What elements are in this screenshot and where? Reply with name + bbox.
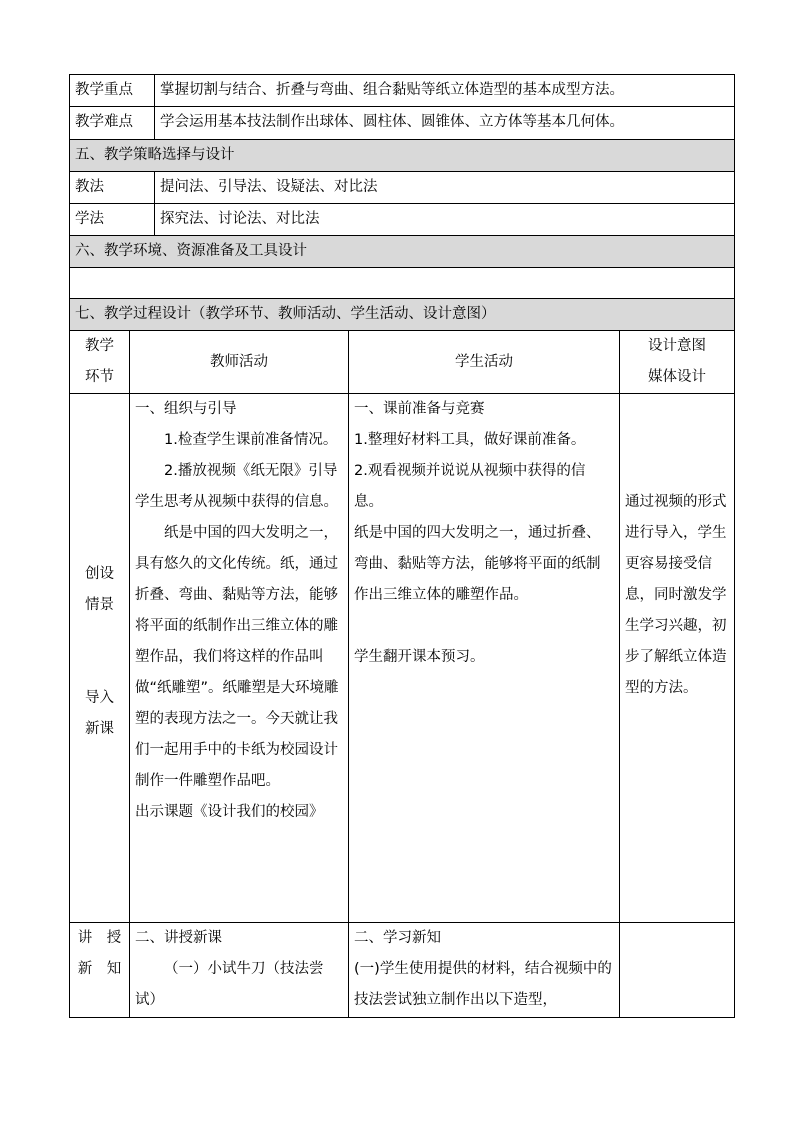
process-header: 七、教学过程设计（教学环节、教师活动、学生活动、设计意图）	[70, 299, 735, 331]
section-intro-intent	[620, 394, 735, 923]
key-point-row	[70, 75, 735, 107]
teacher-step-2: 2.播放视频《纸无限》引导学生思考从视频中获得的信息。	[135, 463, 338, 510]
environment-row	[70, 268, 735, 299]
teacher-step-1: 1.检查学生课前准备情况。	[164, 432, 338, 448]
key-point-label: 教学重点	[70, 75, 155, 107]
student-new-step-1: (一)学生使用提供的材料，结合视频中的技法尝试独立制作出以下造型，	[354, 961, 612, 1008]
intent-text: 通过视频的形式进行导入，学生更容易接受信息，同时激发学生学习兴趣，初步了解纸立体造型的方法。	[625, 494, 727, 696]
intent-column-header	[620, 331, 735, 394]
teaching-method-value: 提问法、引导法、设疑法、对比法	[155, 172, 735, 204]
teaching-method-label: 教法	[70, 172, 155, 204]
teaching-method-row	[70, 172, 735, 204]
section-new-knowledge-intent	[620, 923, 735, 1018]
section-new-knowledge-student	[349, 923, 620, 1018]
strategy-header: 五、教学策略选择与设计	[70, 140, 735, 172]
teacher-column-header: 教师活动	[130, 331, 349, 394]
section-new-knowledge-stage	[70, 923, 130, 1018]
process-header-row	[70, 299, 735, 331]
stage-intro-line4: 新课	[85, 721, 114, 737]
stage-header-line1: 教学	[85, 338, 114, 354]
stage-header-line2: 环节	[85, 369, 114, 385]
teacher-topic: 出示课题《设计我们的校园》	[135, 804, 324, 820]
environment-header-row	[70, 236, 735, 268]
learning-method-label: 学法	[70, 204, 155, 236]
intent-header-line2: 媒体设计	[648, 369, 706, 385]
section-intro-stage	[70, 394, 130, 923]
difficulty-row	[70, 107, 735, 140]
environment-header: 六、教学环境、资源准备及工具设计	[70, 236, 735, 268]
student-heading: 一、课前准备与竞赛	[354, 401, 485, 417]
column-header-row	[70, 331, 735, 394]
difficulty-label: 教学难点	[70, 107, 155, 140]
teacher-explanation: 纸是中国的四大发明之一，具有悠久的文化传统。纸，通过折叠、弯曲、黏贴等方法，能够将平面的纸制作出三维立体的雕塑作品，我们将这样的作品叫做“纸雕塑”。纸雕塑是大环境雕塑的表现方法之一。今天就让我们一起用手中的卡纸为校园设计制作一件雕塑作品吧。	[135, 525, 339, 789]
student-step-1: 1.整理好材料工具，做好课前准备。	[354, 432, 586, 448]
teacher-new-step-1: （一）小试牛刀（技法尝试）	[135, 961, 324, 1008]
intent-header-line1: 设计意图	[648, 338, 706, 354]
section-intro-row	[70, 394, 735, 923]
student-column-header: 学生活动	[349, 331, 620, 394]
student-step-2: 2.观看视频并说说从视频中获得的信息。	[354, 463, 586, 510]
teacher-new-heading: 二、讲授新课	[135, 930, 222, 946]
stage-column-header	[70, 331, 130, 394]
difficulty-value: 学会运用基本技法制作出球体、圆柱体、圆锥体、立方体等基本几何体。	[155, 107, 735, 140]
stage-intro-line3: 导入	[85, 690, 114, 706]
strategy-header-row	[70, 140, 735, 172]
environment-value	[70, 268, 735, 299]
student-new-heading: 二、学习新知	[354, 930, 441, 946]
section-intro-teacher	[130, 394, 349, 923]
student-preview: 学生翻开课本预习。	[354, 649, 485, 665]
section-intro-student	[349, 394, 620, 923]
section-new-knowledge-teacher	[130, 923, 349, 1018]
lesson-plan-table	[69, 74, 735, 1018]
stage-intro-line1: 创设	[85, 566, 114, 582]
stage-new-line2: 新 知	[77, 961, 122, 977]
teacher-heading: 一、组织与引导	[135, 401, 237, 417]
key-point-value: 掌握切割与结合、折叠与弯曲、组合黏贴等纸立体造型的基本成型方法。	[155, 75, 735, 107]
learning-method-row	[70, 204, 735, 236]
stage-new-line1: 讲 授	[77, 930, 122, 946]
section-new-knowledge-row	[70, 923, 735, 1018]
stage-intro-line2: 情景	[85, 597, 114, 613]
learning-method-value: 探究法、讨论法、对比法	[155, 204, 735, 236]
student-explanation: 纸是中国的四大发明之一，通过折叠、弯曲、黏贴等方法，能够将平面的纸制作出三维立体的雕塑作品。	[354, 525, 601, 603]
